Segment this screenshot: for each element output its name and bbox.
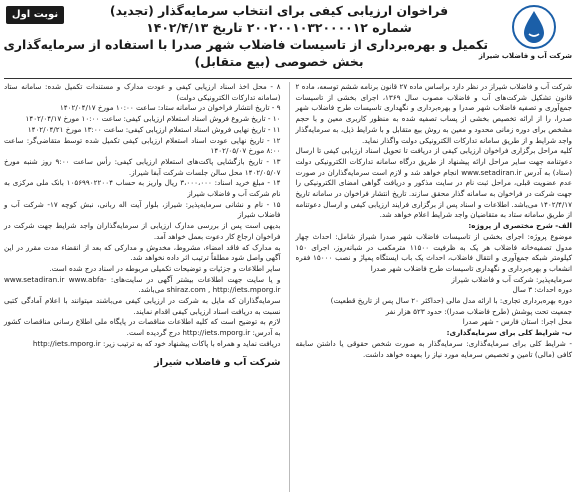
right-paragraph: - شرایط کلی برای سرمایه‌گذاری: سرمایه‌گذار به صورت شخص حقوقی یا داشتن سابقه کافی (مالی) تامین و تخصیص سرمایه مورد نیاز را بعهده خواهد داشت. (295, 338, 572, 359)
right-paragraph: دوره احداث: ۳ سال (512, 285, 572, 295)
right-paragraph: شرکت آب و فاضلاب شیراز در نظر دارد براساس ماده ۲۷ قانون برنامه ششم توسعه، ماده ۲ قانون تشکیل شرکت‌های آب و فاضلاب مصوب سال ۱۳۶۹، اجرای بخشی از تاسیسات جمع‌آوری و تصفیه فاضلاب شهر صدرا و بهره‌برداری و نگهداری تاسیسات طرح فاضلاب شهر صدرا، را از ارائه تخصیص بخشی از پساب تصفیه شده به منظور کاربری معین و با حجم مشخص برای دوره زمانی محدود و معین به روش بیع متقابل و با شرایط ذیل، به سرمایه‌گذار واجد شرایط و از طریق سامانه تدارکات الکترونیکی دولت واگذار نماید. (295, 82, 573, 145)
right-paragraph: محل اجرا: استان فارس - شهر صدرا (462, 317, 572, 327)
left-paragraph: سرمایه‌گذاران که مایل به شرکت در ارزیابی کیفی می‌باشند میتوانند با اعلام آمادگی کتبی نسبت به دریافت اسناد ارزیابی کیفی اقدام نمایند. (4, 296, 281, 316)
signature: شرکت آب و فاضلاب شیراز (154, 356, 281, 368)
round-badge: نوبت اول (6, 6, 64, 24)
left-paragraph: دریافت نماید و همراه با پاکات پیشنهاد خود که به ترتیب زیر: http://iets.mporg.ir (32, 338, 281, 348)
right-paragraph: دوره بهره‌برداری تجاری: با ارائه مدل مالی (حداکثر ۲۰ سال پس از تاریخ قطعیت) (330, 296, 572, 306)
right-text-column (289, 82, 573, 492)
left-paragraph: ۱۴ - مبلغ خرید اسناد: ۳،۰۰۰،۰۰۰ ریال واریز به حساب ۱۰۵۶۹۹۰۲۲۰۰۴ بانک ملی مرکزی به نام شرکت آب و فاضلاب شیراز (4, 178, 281, 199)
left-paragraph: بدیهی است پس از بررسی مدارک ارزیابی از سرمایه‌گذاران واجد شرایط جهت شرکت در فراخوان ارجاع کار دعوت بعمل خواهد آمد. (4, 221, 281, 241)
left-paragraph: ۱۲ - تاریخ نهایی عودت اسناد استعلام ارزیابی کیفی تکمیل شده توسط متقاضی‌گر: ساعت ۸:۰۰ مورخ ۱۴۰۲/۰۵/۰۷ (4, 135, 281, 156)
left-paragraph: سایر اطلاعات و جزئیات و توضیحات تکمیلی مربوطه در اسناد درج شده است. (49, 263, 281, 273)
logo-caption: شرکت آب و فاضلاب شیراز (478, 52, 572, 60)
right-paragraph: ب- شرایط کلی برای سرمایه‌گذاری: (446, 328, 572, 338)
left-paragraph: لازم به توضیح است که کلیه اطلاعات مناقصات در پایگاه ملی اطلاع رسانی مناقصات کشور به آدرس: http://iets.mporg.ir درج گردیده است. (4, 317, 281, 338)
title-line-4: بخش خصوصی (بیع متقابل) (194, 54, 364, 69)
title-line-2: شماره ۲۰۰۲۰۰۱۰۳۲۰۰۰۰۱۲ تاریخ ۱۴۰۲/۴/۱۳ (146, 20, 412, 35)
ad-header (0, 0, 576, 78)
left-paragraph: ۱۰ - تاریخ شروع فروش اسناد استعلام ارزیابی کیفی: ساعت ۱۰:۰۰ مورخ ۱۴۰۲/۰۴/۱۷ (25, 114, 281, 124)
header-divider (4, 78, 572, 79)
left-paragraph: ۱۵ - نام و نشانی سرمایه‌پذیر: شیراز، بلوار آیت اله ربانی، نبش کوچه ۱۷- شرکت آب و فاضلاب شیراز (4, 199, 281, 220)
ad-body (4, 82, 572, 492)
water-drop-logo-icon (511, 4, 557, 50)
left-paragraph: ۹ - تاریخ انتشار فراخوان در سامانه ستاد: ساعت ۱۰:۰۰ مورخ ۱۴۰۲/۰۴/۱۷ (59, 103, 281, 113)
right-paragraph: الف- شرح مختصری از پروژه: (468, 221, 572, 231)
right-paragraph: کلیه مراحل برگزاری فراخوان ارزیابی کیفی از دریافت تا تحویل اسناد ارزیابی کیفی تا ارسال دعوتنامه جهت سایر مراحل ارائه پیشنهاد از طریق درگاه سامانه تدارکات الکترونیکی دولت (ستاد) به آدرس www.setadiran.ir انجام خواهد شد و لازم است سرمایه‌گذاران در صورت عدم عضویت قبلی، مراحل ثبت نام در سایت مذکور و دریافت گواهی امضای الکترونیکی را جهت شرکت در فراخوان به سامانه گذار محقق سازند. تاریخ انتشار فراخوان در سامانه تاریخ ۱۴۰۲/۴/۱۷ می‌باشد. اطلاعات و اسناد پس از برگزاری فرایند ارزیابی کیفی و ارسال دعوتنامه از طریق سامانه ستاد به متقاضیان واجد شرایط اعلام خواهد شد. (295, 146, 573, 220)
right-paragraph: موضوع پروژه: اجرای بخشی از تاسیسات فاضلاب شهر صدرا شیراز شامل: احداث چهار مدول تصفیه‌خانه فاضلاب هر یک به ظرفیت ۱۱۵۰۰ مترمکعب در شبانه‌روز، اجرای ۱۵۰ کیلومتر شبکه جمع‌آوری و انتقال فاضلاب، احداث یک باب ایستگاه پمپاژ و نصب ۱۵۰۰۰ فقره انشعاب و بهره‌برداری و نگهداری تاسیسات طرح فاضلاب شهر صدرا (295, 231, 572, 273)
left-paragraph: ۸ - محل اخذ اسناد ارزیابی کیفی و عودت مدارک و مستندات تکمیل شده: سامانه ستاد (سامانه تدارکات الکترونیکی دولت) (4, 82, 281, 102)
title-line-3: تکمیل و بهره‌برداری از تاسیسات فاضلاب شهر صدرا با استفاده از سرمایه‌گذاری (3, 37, 488, 52)
left-paragraph: و یا سایت جهت اطلاعات بیشتر آگهی در سایت‌های: www.setadiran.ir www.abfa-shiraz.com , http://iets.mporg.ir می‌باشد. (4, 274, 281, 295)
left-paragraphs (4, 82, 281, 350)
right-paragraph: سرمایه‌پذیر: شرکت آب و فاضلاب شیراز (451, 274, 572, 284)
left-paragraph: به مدارک که فاقد امضاء، مشروط، مخدوش و مدارکی که بعد از انقضاء مدت مقرر در این آگهی واصل شود مطلقاً ترتیب اثر داده نخواهد شد. (4, 242, 281, 263)
title-line-1: فراخوان ارزیابی کیفی برای انتخاب سرمایه‌گذار (تجدید) (109, 3, 449, 18)
left-text-column (4, 82, 281, 492)
left-paragraph: ۱۱ - تاریخ نهایی فروش اسناد استعلام ارزیابی کیفی: ساعت ۱۳:۰۰ مورخ ۱۴۰۲/۰۴/۲۱ (27, 124, 281, 134)
left-paragraph: ۱۳ - تاریخ بازگشایی پاکت‌های استعلام ارزیابی کیفی: رأس ساعت ۹:۰۰ روز شنبه مورخ ۱۴۰۲/۰۵/۰۷ محل سالن جلسات شرکت آبفا شیراز. (4, 156, 281, 177)
right-paragraph: جمعیت تحت پوشش (طرح فاضلاب صدرا): حدود ۵۲۳ هزار نفر (385, 306, 572, 316)
company-logo (478, 4, 572, 72)
